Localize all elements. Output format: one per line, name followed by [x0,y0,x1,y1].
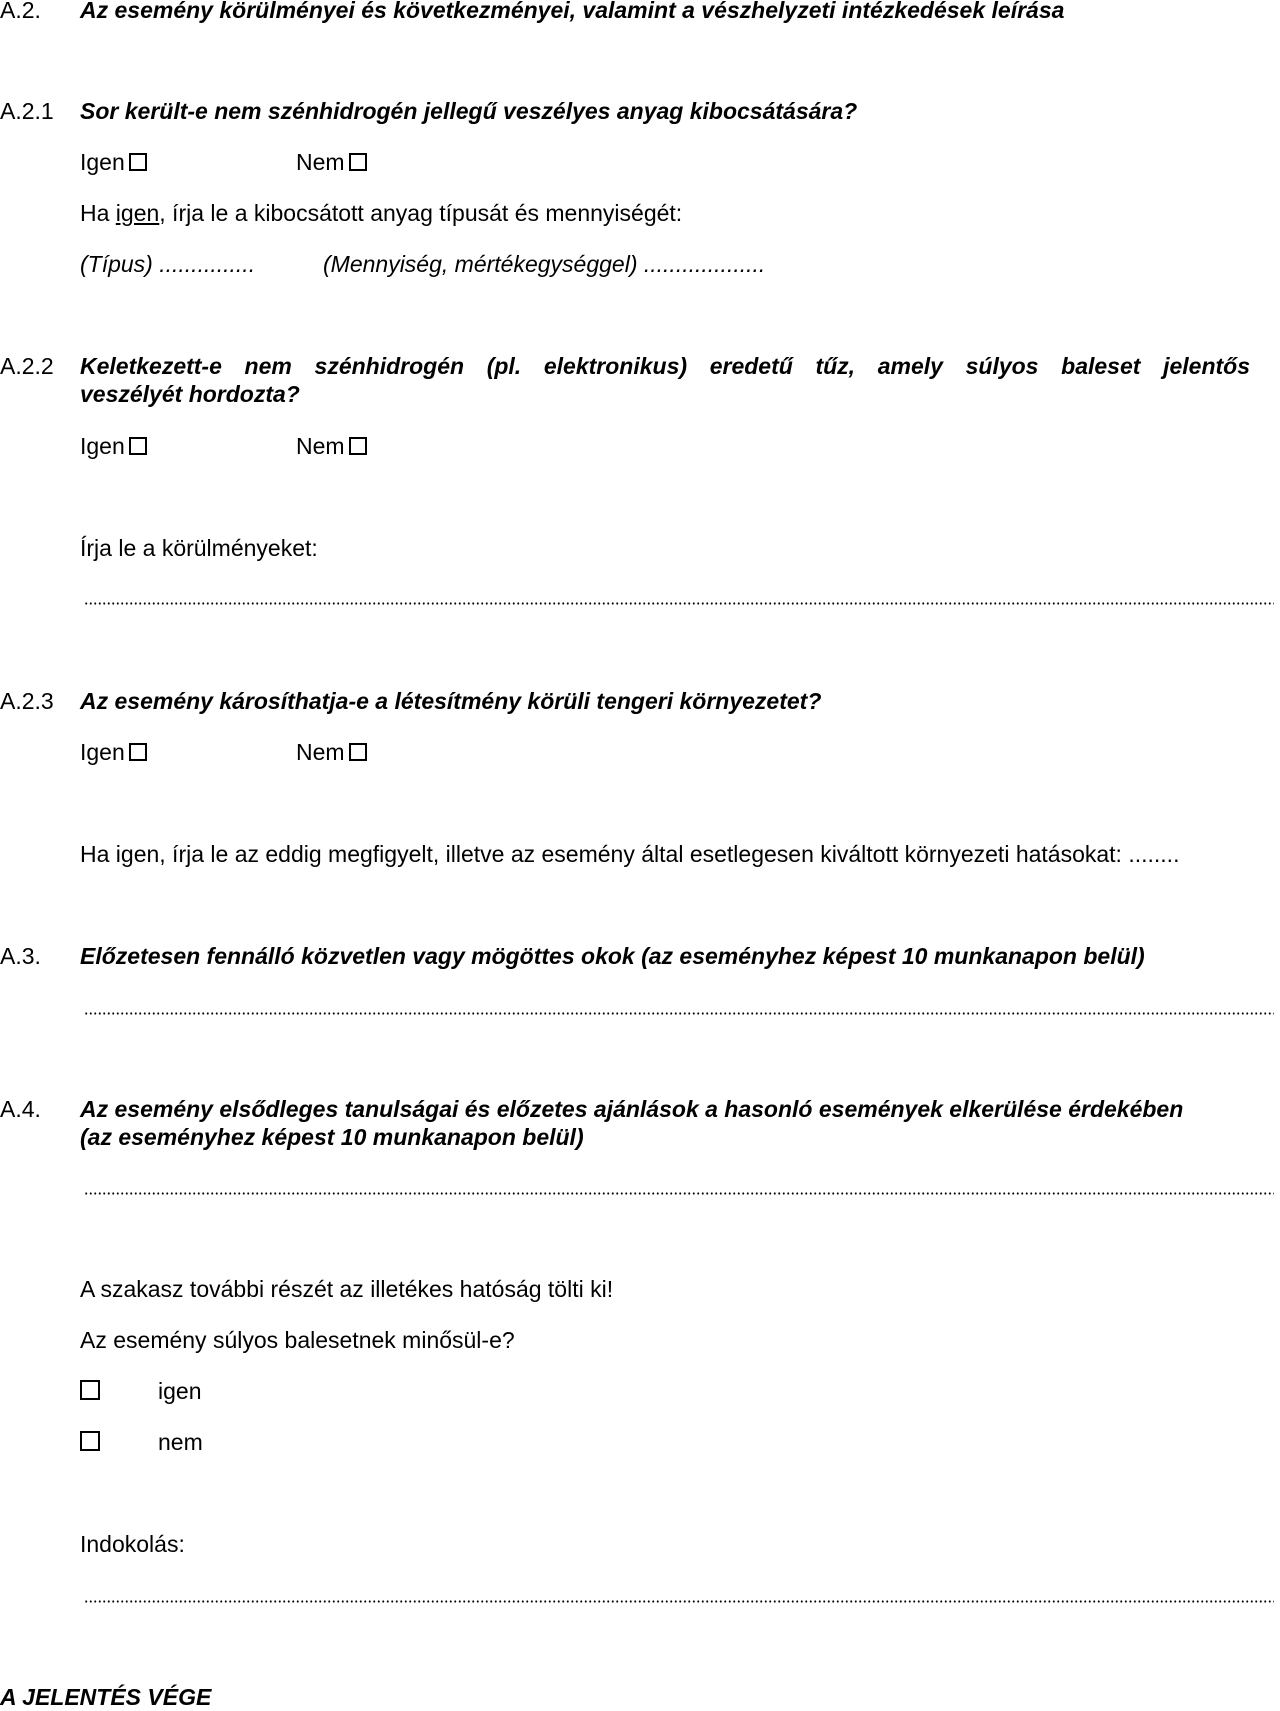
section-a4-title-line1: Az esemény elsődleges tanulságai és előzetes ajánlások a hasonló események elkerülése érdekében [80,1096,1184,1122]
a21-quantity-dots[interactable]: ................... [643,251,766,277]
justification-field[interactable] [84,1600,1274,1603]
section-a23-title: Az esemény károsíthatja-e a létesítmény körüli tengeri környezetet? [80,688,822,714]
justification-label: Indokolás: [80,1531,185,1557]
a21-no-label: Nem [296,149,345,175]
a23-yes-label: Igen [80,739,125,765]
section-a2-number: A.2. [0,0,41,23]
section-a22-number: A.2.2 [0,353,54,379]
a21-type-dots[interactable]: ............... [159,251,256,277]
a22-yes-option[interactable] [80,432,147,460]
authority-no-option[interactable] [80,1428,100,1456]
authority-question: Az esemény súlyos balesetnek minősül-e? [80,1327,515,1353]
authority-yes-label: igen [158,1378,202,1404]
a23-yes-checkbox[interactable] [129,743,147,761]
a21-instruction-underlined: igen [115,200,160,226]
a21-instruction-suffix: , írja le a kibocsátott anyag típusát és mennyiségét: [159,200,683,226]
a4-answer-field[interactable] [84,1192,1274,1195]
a22-no-label: Nem [296,433,345,459]
a23-instruction: Ha igen, írja le az eddig megfigyelt, illetve az esemény által esetlegesen kiváltott környezeti hatásokat: ........ [80,841,1180,867]
a21-no-checkbox[interactable] [349,153,367,171]
a21-type-label: (Típus) [80,251,153,277]
authority-yes-checkbox[interactable] [80,1380,100,1400]
a21-quantity-field[interactable] [323,250,765,278]
a23-yes-option[interactable] [80,738,147,766]
section-a22-title-line2: veszélyét hordozta? [80,381,300,407]
a21-instruction-prefix: Ha [80,200,116,226]
a22-no-checkbox[interactable] [349,437,367,455]
authority-no-checkbox[interactable] [80,1431,100,1451]
section-a21-number: A.2.1 [0,98,54,124]
report-end-label: A JELENTÉS VÉGE [0,1684,212,1710]
a21-yes-label: Igen [80,149,125,175]
a21-instruction [80,199,682,227]
section-a3-title: Előzetesen fennálló közvetlen vagy mögöttes okok (az eseményhez képest 10 munkanapon belül) [80,943,1145,969]
a21-type-field[interactable] [80,250,255,278]
a3-answer-field[interactable] [84,1012,1274,1015]
a21-yes-checkbox[interactable] [129,153,147,171]
section-a23-number: A.2.3 [0,688,54,714]
a21-yes-option[interactable] [80,148,147,176]
section-a4-number: A.4. [0,1096,41,1122]
a21-quantity-label: (Mennyiség, mértékegységgel) [323,251,638,277]
section-a4-title-line2: (az eseményhez képest 10 munkanapon belül) [80,1124,584,1150]
a22-no-option[interactable] [296,432,367,460]
a22-describe-label: Írja le a körülményeket: [80,535,318,561]
a21-no-option[interactable] [296,148,367,176]
section-a21-title: Sor került-e nem szénhidrogén jellegű veszélyes anyag kibocsátására? [80,98,858,124]
section-a3-number: A.3. [0,943,41,969]
section-a22-title-line1: Keletkezett-e nem szénhidrogén (pl. elektronikus) eredetű tűz, amely súlyos baleset jelentős [80,353,1250,379]
a22-yes-checkbox[interactable] [129,437,147,455]
a22-yes-label: Igen [80,433,125,459]
a23-no-label: Nem [296,739,345,765]
a22-describe-field[interactable] [84,602,1274,605]
authority-note: A szakasz további részét az illetékes hatóság tölti ki! [80,1276,614,1302]
section-a2-title: Az esemény körülményei és következményei, valamint a vészhelyzeti intézkedések leírása [80,0,1065,23]
a23-no-option[interactable] [296,738,367,766]
authority-yes-option[interactable] [80,1377,100,1405]
authority-no-label: nem [158,1429,203,1455]
a23-no-checkbox[interactable] [349,743,367,761]
